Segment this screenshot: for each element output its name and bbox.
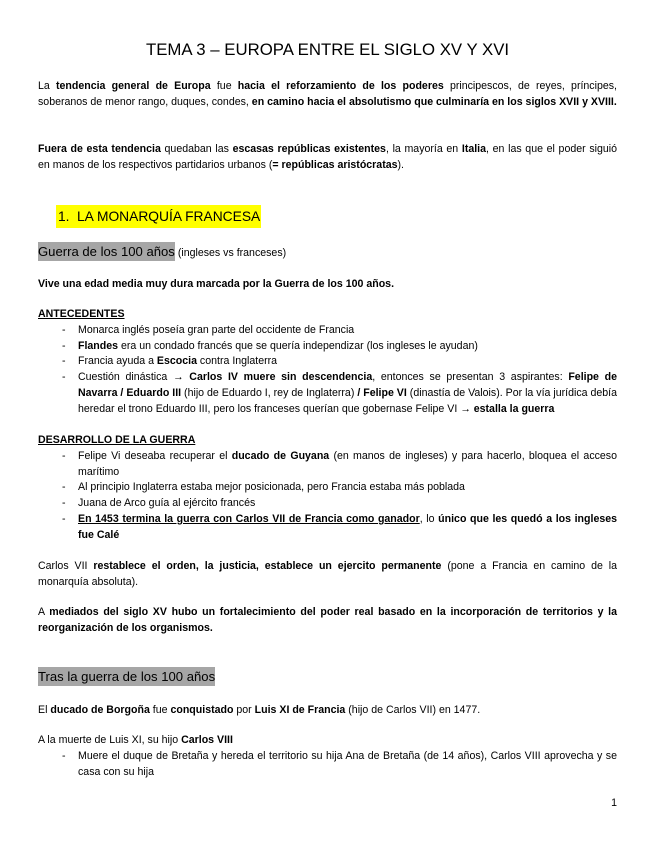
bold-text-run: = repúblicas aristócratas bbox=[272, 158, 398, 171]
text-run: Al principio Inglaterra estaba mejor posicionada, pero Francia estaba más poblada bbox=[78, 481, 465, 494]
antecedentes-list bbox=[38, 323, 617, 417]
text-run: , en las que el poder siguió en manos de los respectivos partidarios urbanos ( bbox=[38, 143, 617, 171]
antecedentes-label: ANTECEDENTES bbox=[38, 308, 125, 320]
bold-text-run: conquistado bbox=[170, 704, 234, 716]
text-run: Monarca inglés poseía gran parte del occidente de Francia bbox=[78, 324, 355, 336]
bold-text-run: Italia bbox=[461, 143, 487, 155]
text-run: (dinastía de Valois). Por la vía jurídica debía heredar el trono Eduardo III, pero los franceses querían que gobernase Felipe VI → bbox=[78, 386, 618, 415]
bold-text-run: Luis XI de Francia bbox=[254, 704, 346, 716]
after-war-subheading bbox=[38, 667, 617, 688]
text-run: (hijo de Eduardo I, rey de Inglaterra) bbox=[181, 386, 358, 399]
bold-text-run: ducado de Guyana bbox=[231, 450, 330, 462]
text-run: A la muerte de Luis XI, su hijo bbox=[38, 734, 182, 746]
section-heading bbox=[56, 205, 261, 228]
list-item bbox=[38, 339, 617, 355]
text-run: La bbox=[38, 80, 56, 92]
list-item bbox=[38, 496, 617, 512]
list-item bbox=[38, 449, 617, 480]
bold-text-run: estalla la guerra bbox=[473, 402, 555, 415]
bold-text-run: restablece el orden, la justicia, establece un ejercito permanente bbox=[93, 560, 442, 572]
text-run: fue bbox=[210, 80, 238, 92]
list-item-text bbox=[78, 481, 465, 493]
list-bullet: - bbox=[62, 750, 66, 762]
list-item bbox=[38, 749, 617, 780]
text-run: , la mayoría en bbox=[385, 143, 462, 155]
section-heading-text: LA MONARQUÍA FRANCESA bbox=[77, 209, 261, 224]
list-item bbox=[38, 370, 617, 417]
bold-text-run: Escocia bbox=[156, 355, 197, 368]
list-item-text bbox=[78, 513, 617, 541]
bold-text-run: mediados del siglo XV hubo un fortalecimiento del poder real basado en la incorporación de territorios y la reorganización de los organismos. bbox=[38, 606, 617, 634]
text-run: por bbox=[233, 704, 255, 716]
list-bullet: - bbox=[62, 339, 66, 352]
list-bullet: - bbox=[62, 450, 66, 462]
list-item-text bbox=[78, 355, 277, 367]
list-item bbox=[38, 323, 617, 339]
bold-text-run: único que les quedó a los ingleses fue Calé bbox=[78, 512, 618, 541]
text-run: (pone a Francia en camino de la monarquía absoluta). bbox=[38, 560, 617, 588]
list-item bbox=[38, 480, 617, 496]
text-run: ). bbox=[397, 158, 404, 171]
text-run: (en manos de ingleses) y para hacerlo, bloquea el acceso marítimo bbox=[78, 450, 617, 478]
text-run: principescos, de reyes, príncipes, soberanos de menor rango, duques, condes, bbox=[38, 80, 617, 108]
after-war-list bbox=[38, 749, 617, 780]
bold-text-run: Carlos VIII bbox=[181, 734, 233, 746]
intro-paragraph bbox=[38, 79, 617, 110]
bold-text-run: tendencia general de Europa bbox=[56, 80, 211, 92]
text-run: fue bbox=[149, 704, 171, 716]
bold-text-run: Carlos IV muere sin descendencia bbox=[189, 371, 373, 384]
text-run: , entonces se presentan 3 aspirantes: bbox=[372, 371, 569, 384]
after-war-paragraph bbox=[38, 733, 617, 749]
text-run: era un condado francés que se quería independizar (los ingleses le ayudan) bbox=[118, 339, 478, 352]
list-bullet: - bbox=[62, 355, 66, 368]
document-title: TEMA 3 – EUROPA ENTRE EL SIGLO XV Y XVI bbox=[145, 40, 510, 59]
page-number: 1 bbox=[611, 797, 617, 809]
list-bullet: - bbox=[62, 324, 66, 336]
list-bullet: - bbox=[62, 497, 66, 510]
text-run: Carlos VII bbox=[38, 560, 94, 572]
bold-text-run: en camino hacia el absolutismo que culminaría en los siglos XVII y XVIII. bbox=[251, 95, 617, 108]
list-item-text bbox=[78, 371, 617, 414]
text-run: Cuestión dinástica → bbox=[78, 371, 190, 384]
list-item-text bbox=[78, 750, 617, 778]
bold-text-run: ducado de Borgoña bbox=[50, 704, 150, 716]
text-run: , lo bbox=[419, 512, 439, 525]
text-run: A bbox=[38, 606, 50, 618]
conclusion-paragraph bbox=[38, 605, 617, 636]
list-bullet: - bbox=[62, 481, 66, 494]
text-run: Juana de Arco guía al ejército francés bbox=[78, 497, 256, 510]
conclusion-paragraph bbox=[38, 559, 617, 590]
text-run: El bbox=[38, 704, 51, 716]
list-item-text bbox=[78, 450, 617, 478]
bold-text-run: hacia el reforzamiento de los poderes bbox=[237, 80, 444, 92]
text-run: Muere el duque de Bretaña y hereda el territorio su hija Ana de Bretaña (de 14 años), Carlos VIII aprovecha y se casa con su hija bbox=[78, 750, 617, 778]
list-bullet: - bbox=[62, 512, 66, 525]
intro-paragraph bbox=[38, 142, 617, 173]
desarrollo-label-row bbox=[38, 433, 617, 449]
bold-text-run: / Felipe VI bbox=[357, 386, 407, 399]
war-subheading bbox=[38, 242, 617, 263]
bold-text-run: Felipe de Navarra / Eduardo III bbox=[78, 371, 617, 399]
bold-text-run: En 1453 termina la guerra con Carlos VII de Francia como ganador bbox=[78, 512, 420, 525]
text-run: quedaban las bbox=[160, 143, 233, 155]
text-run: contra Inglaterra bbox=[196, 355, 278, 368]
section-number: 1. bbox=[58, 209, 70, 224]
war-heading-highlight: Guerra de los 100 años bbox=[38, 244, 175, 259]
bold-text-run: Fuera de esta tendencia bbox=[38, 143, 161, 155]
after-war-heading-highlight: Tras la guerra de los 100 años bbox=[38, 669, 216, 684]
list-item-text bbox=[78, 340, 478, 352]
list-bullet: - bbox=[62, 371, 66, 384]
list-item-text bbox=[78, 497, 255, 509]
desarrollo-list bbox=[38, 449, 617, 543]
text-run: Francia ayuda a bbox=[78, 355, 157, 368]
after-war-paragraph bbox=[38, 703, 617, 719]
bold-text-run: Flandes bbox=[78, 339, 119, 352]
bold-text-run: escasas repúblicas existentes bbox=[232, 143, 386, 155]
list-item-text bbox=[78, 324, 354, 336]
war-summary: Vive una edad media muy dura marcada por la Guerra de los 100 años. bbox=[38, 278, 395, 290]
antecedentes-label-row bbox=[38, 307, 617, 323]
list-item bbox=[38, 512, 617, 543]
list-item bbox=[38, 354, 617, 370]
text-run: Felipe Vi deseaba recuperar el bbox=[78, 450, 232, 462]
text-run: (hijo de Carlos VII) en 1477. bbox=[345, 704, 481, 716]
desarrollo-label: DESARROLLO DE LA GUERRA bbox=[38, 434, 196, 446]
war-heading-note: (ingleses vs franceses) bbox=[177, 247, 287, 259]
